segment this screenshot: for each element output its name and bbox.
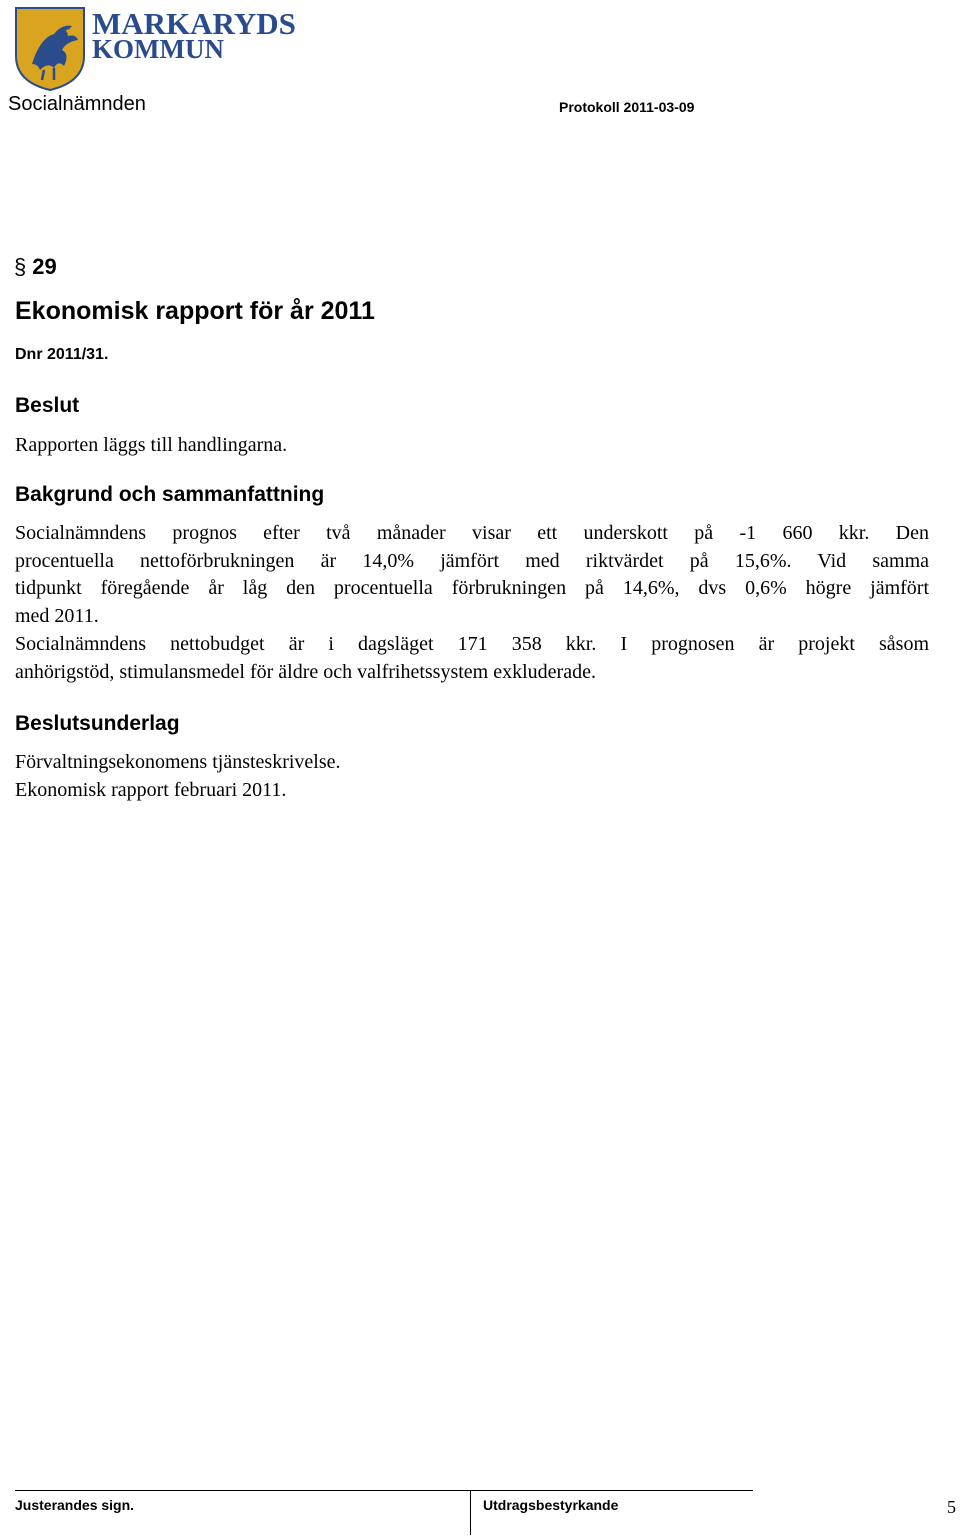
underlag-item: Förvaltningsekonomens tjänsteskrivelse.: [15, 751, 341, 773]
section-number: [14, 254, 57, 280]
dnr-reference: Dnr 2011/31.: [15, 346, 109, 363]
text-line: procentuella nettoförbrukningen är 14,0% jämfört med riktvärdet på 15,6%. Vid samma: [15, 549, 929, 572]
logo-line1: MARKARYDS: [92, 6, 296, 41]
text-line: med 2011.: [15, 604, 99, 627]
header-protocol-date: Protokoll 2011-03-09: [559, 99, 695, 115]
footer-signature-label: Justerandes sign.: [15, 1497, 135, 1513]
bakgrund-paragraph-1: [15, 520, 929, 630]
page-title: Ekonomisk rapport för år 2011: [15, 297, 375, 325]
markaryd-logo: [14, 4, 314, 94]
footer-divider: [470, 1490, 471, 1535]
bakgrund-paragraph-2: [15, 631, 929, 686]
coat-of-arms-icon: [14, 4, 314, 94]
text-line: Socialnämndens prognos efter två månader visar ett underskott på -1 660 kkr. Den: [15, 522, 929, 544]
page-number: 5: [947, 1497, 956, 1517]
heading-beslutsunderlag: Beslutsunderlag: [15, 712, 180, 735]
underlag-item: Ekonomisk rapport februari 2011.: [15, 778, 287, 801]
paragraph-symbol: §: [14, 254, 27, 279]
heading-bakgrund: Bakgrund och sammanfattning: [15, 483, 325, 506]
footer-rule: [15, 1490, 753, 1491]
text-line: anhörigstöd, stimulansmedel för äldre och valfrihetssystem exkluderade.: [15, 660, 596, 683]
header-committee: Socialnämnden: [8, 93, 146, 115]
beslut-text: Rapporten läggs till handlingarna.: [15, 434, 288, 456]
logo-line2: KOMMUN: [92, 34, 224, 64]
section-number-value: 29: [32, 254, 57, 279]
text-line: Socialnämndens nettobudget är i dagsläget 171 358 kkr. I prognosen är projekt såsom: [15, 633, 929, 655]
heading-beslut: Beslut: [15, 394, 80, 417]
beslutsunderlag-list: [15, 749, 929, 804]
footer-certification-label: Utdragsbestyrkande: [483, 1497, 619, 1513]
text-line: tidpunkt föregående år låg den procentuella förbrukningen på 14,6%, dvs 0,6% högre jämfört: [15, 577, 929, 599]
